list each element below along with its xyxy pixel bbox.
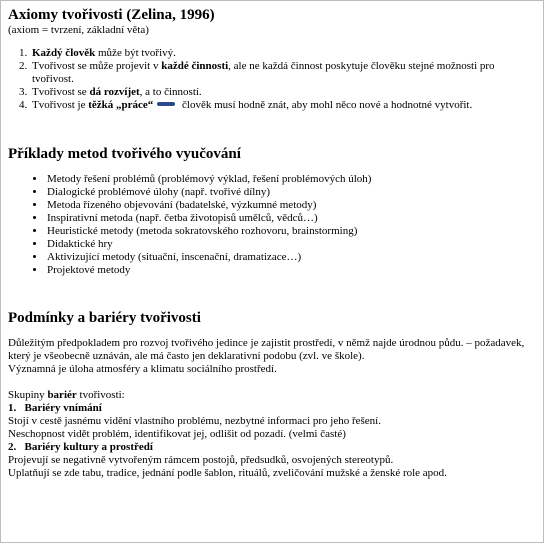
barrier-perception-text: Stojí v cestě jasnému vidění vlastního problému, nezbytné informaci pro jeho řešení.: [8, 415, 381, 427]
list-item: • Aktivizující metody (situační, inscenační, dramatizace…): [46, 251, 538, 264]
axioms-list: [8, 47, 538, 112]
list-item: 3. Tvořivost se dá rozvíjet, a to činností.: [30, 86, 538, 99]
list-item: • Projektové metody: [46, 264, 538, 277]
barrier-perception-text-2: Neschopnost vidět problém, identifikovat jej, odlišit od pozadí. (velmi časté): [8, 428, 346, 440]
list-item: • Inspirativní metoda (např. četba životopisů umělců, vědců…): [46, 212, 538, 225]
barrier-culture-text: Projevují se negativně vytvořeným rámcem postojů, předsudků, osvojených stereotypů.: [8, 454, 394, 466]
climate-paragraph: Významná je úloha atmosféry a klimatu sociálního prostředí.: [8, 363, 277, 375]
conditions-paragraph: Důležitým předpokladem pro rozvoj tvořivého jedince je zajistit prostředí, v němž najde úrodnou půdu. – požadavek, který je všeobecně uznáván, ale má často jen deklarativní podobu (zvl. ve škole).: [8, 337, 525, 362]
barrier-perception-heading: 1. Bariéry vnímání: [8, 402, 102, 414]
arrow-icon: [157, 102, 175, 106]
list-item: 4. Tvořivost je těžká „práce“ člověk musí hodně znát, aby mohl něco nové a hodnotné vytvořit.: [30, 99, 538, 112]
list-item: • Heuristické metody (metoda sokratovského rozhovoru, brainstorming): [46, 225, 538, 238]
list-item: • Metoda řízeného objevování (badatelské, výzkumné metody): [46, 199, 538, 212]
axioms-subtitle: (axiom = tvrzení, základní věta): [8, 24, 149, 36]
list-item: • Didaktické hry: [46, 238, 538, 251]
list-item: • Metody řešení problémů (problémový výklad, řešení problémových úloh): [46, 173, 538, 186]
methods-heading: Příklady metod tvořivého vyučování: [8, 146, 241, 162]
list-item: 2. Tvořivost se může projevit v každé činnosti, ale ne každá činnost poskytuje člověku stejné možnosti pro tvořivost.: [30, 60, 538, 86]
document-body: [8, 6, 538, 480]
list-item: • Dialogické problémové úlohy (např. tvořivé dílny): [46, 186, 538, 199]
barrier-culture-text-2: Uplatňují se zde tabu, tradice, jednání podle šablon, rituálů, zveličování mužské a ženské role apod.: [8, 467, 447, 479]
list-item: 1. Každý člověk může být tvořivý.: [30, 47, 538, 60]
barriers-intro: Skupiny bariér tvořivosti:: [8, 389, 125, 401]
axioms-heading: Axiomy tvořivosti (Zelina, 1996): [8, 7, 215, 23]
methods-list: [8, 173, 538, 277]
barrier-culture-heading: 2. Bariéry kultury a prostředí: [8, 441, 153, 453]
conditions-heading: Podmínky a bariéry tvořivosti: [8, 310, 201, 326]
